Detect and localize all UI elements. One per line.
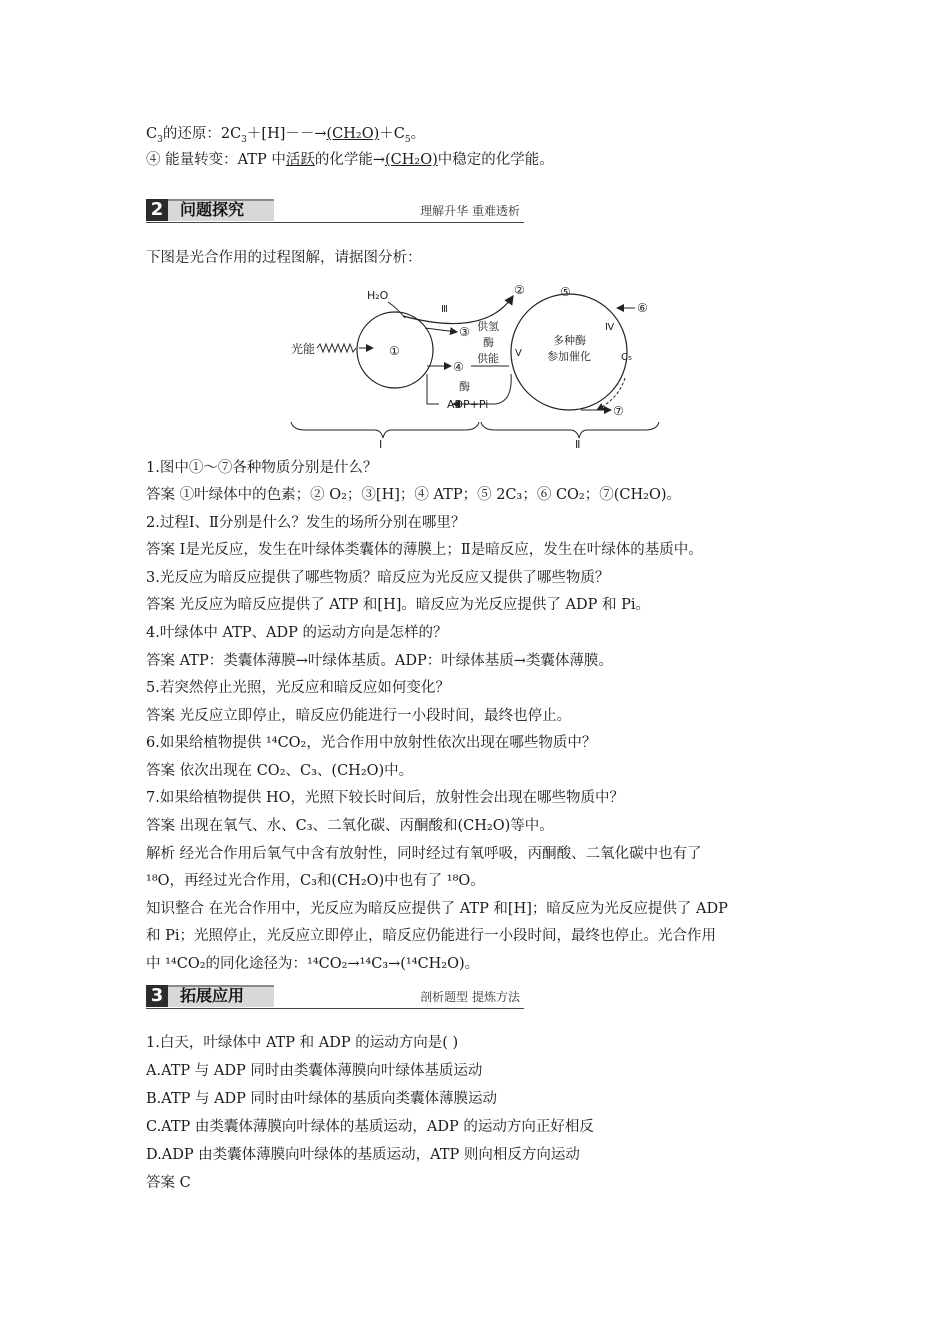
question-7: 7.如果给植物提供 HO，光照下较长时间后，放射性会出现在哪些物质中？ bbox=[146, 790, 624, 806]
answer-4: 答案 ATP：类囊体薄膜→叶绿体基质。ADP：叶绿体基质→类囊体薄膜。 bbox=[146, 653, 613, 669]
analysis-line-1: 解析 经光合作用后氧气中含有放射性，同时经过有氧呼吸，丙酮酸、二氧化碳中也有了 bbox=[146, 846, 702, 862]
energy-conversion-line bbox=[146, 150, 554, 170]
text: C bbox=[146, 126, 158, 142]
subscript: 5 bbox=[404, 134, 411, 145]
section-header-2 bbox=[146, 199, 524, 225]
analysis-line-2: ¹⁸O，再经过光合作用，C₃和(CH₂O)中也有了 ¹⁸O。 bbox=[146, 873, 485, 889]
label-2: ② bbox=[514, 283, 525, 297]
catalysis-label: 参加催化 bbox=[547, 350, 591, 363]
answer-6: 答案 依次出现在 CO₂、C₃、(CH₂O)中。 bbox=[146, 763, 414, 779]
text: 。 bbox=[410, 126, 426, 142]
label-roman-3: Ⅲ bbox=[441, 304, 448, 315]
label-7: ⑦ bbox=[613, 404, 624, 418]
enzymes-label: 多种酶 bbox=[553, 334, 586, 347]
underlined-text: (CH₂O) bbox=[326, 126, 380, 142]
question-1: 1.图中①～⑦各种物质分别是什么？ bbox=[146, 460, 378, 476]
answer-7: 答案 出现在氧气、水、C₃、二氧化碳、丙酮酸和(CH₂O)等中。 bbox=[146, 818, 554, 834]
light-label: 光能 bbox=[291, 342, 316, 356]
label-roman-2: Ⅱ bbox=[575, 438, 581, 448]
underlined-text: (CH₂O) bbox=[384, 152, 438, 168]
mc-answer: 答案 C bbox=[146, 1175, 191, 1191]
supply-hydrogen-label: 供氢 bbox=[477, 320, 499, 333]
answer-3: 答案 光反应为暗反应提供了 ATP 和[H]。暗反应为光反应提供了 ADP 和 Pi。 bbox=[146, 597, 650, 613]
section-number: 2 bbox=[146, 199, 168, 221]
supply-energy-label: 供能 bbox=[477, 352, 499, 365]
text: 中稳定的化学能。 bbox=[437, 152, 554, 168]
section-subtitle: 剖析题型 提炼方法 bbox=[420, 990, 520, 1004]
question-5: 5.若突然停止光照，光反应和暗反应如何变化？ bbox=[146, 680, 450, 696]
text: ＋[H]－－→ bbox=[246, 126, 327, 142]
intro-text: 下图是光合作用的过程图解，请据图分析： bbox=[146, 250, 422, 266]
label-1: ① bbox=[389, 344, 400, 358]
label-roman-5: Ⅴ bbox=[515, 348, 522, 359]
h-arrow bbox=[425, 328, 457, 332]
subscript: 3 bbox=[157, 134, 163, 145]
adp-left-line bbox=[427, 374, 439, 404]
section-header-3 bbox=[146, 985, 524, 1011]
answer-5: 答案 光反应立即停止，暗反应仍能进行一小段时间，最终也停止。 bbox=[146, 708, 572, 724]
adp-pi-label: ADP+Pi bbox=[447, 398, 489, 411]
question-4: 4.叶绿体中 ATP、ADP 的运动方向是怎样的？ bbox=[146, 625, 448, 641]
option-d: D.ADP 由类囊体薄膜向叶绿体的基质运动，ATP 则向相反方向运动 bbox=[146, 1147, 580, 1163]
header-rule bbox=[146, 1008, 524, 1009]
c5-label: C₅ bbox=[621, 352, 632, 363]
text: ④ 能量转变：ATP 中 bbox=[146, 152, 286, 168]
h2o-arrow bbox=[388, 302, 405, 318]
photosynthesis-diagram bbox=[285, 278, 665, 448]
brace-2 bbox=[481, 422, 659, 438]
c3-reduction-line bbox=[146, 124, 425, 144]
section-title: 问题探究 bbox=[180, 200, 245, 219]
label-5: ⑤ bbox=[560, 285, 571, 299]
label-3: ③ bbox=[459, 325, 470, 339]
light-wave bbox=[317, 344, 356, 352]
summary-line-2: 和 Pi；光照停止，光反应立即停止，暗反应仍能进行一小段时间，最终也停止。光合作用 bbox=[146, 928, 716, 944]
option-c: C.ATP 由类囊体薄膜向叶绿体的基质运动，ADP 的运动方向正好相反 bbox=[146, 1119, 594, 1135]
option-a: A.ATP 与 ADP 同时由类囊体薄膜向叶绿体基质运动 bbox=[146, 1063, 483, 1079]
label-roman-1: Ⅰ bbox=[379, 438, 383, 448]
text: 的化学能→ bbox=[314, 152, 385, 168]
question-3: 3.光反应为暗反应提供了哪些物质？暗反应为光反应又提供了哪些物质？ bbox=[146, 570, 610, 586]
enzyme-label-1: 酶 bbox=[483, 336, 494, 349]
underlined-text: 活跃 bbox=[285, 152, 315, 168]
label-roman-4: Ⅳ bbox=[605, 322, 615, 333]
text: ＋C bbox=[379, 126, 405, 142]
header-rule bbox=[146, 222, 524, 223]
text: 的还原：2C bbox=[162, 126, 242, 142]
answer-2: 答案 Ⅰ是光反应，发生在叶绿体类囊体的薄膜上；Ⅱ是暗反应，发生在叶绿体的基质中。 bbox=[146, 542, 703, 558]
answer-1: 答案 ①叶绿体中的色素；② O₂；③[H]；④ ATP；⑤ 2C₃；⑥ CO₂；⑦(CH₂O)。 bbox=[146, 487, 681, 503]
brace-1 bbox=[291, 422, 479, 438]
mc-question-stem: 1.白天，叶绿体中 ATP 和 ADP 的运动方向是( ) bbox=[146, 1035, 459, 1051]
section-number: 3 bbox=[146, 985, 168, 1007]
summary-line-1: 知识整合 在光合作用中，光反应为暗反应提供了 ATP 和[H]；暗反应为光反应提供了 ADP bbox=[146, 901, 728, 917]
subscript: 3 bbox=[241, 134, 247, 145]
option-b: B.ATP 与 ADP 同时由叶绿体的基质向类囊体薄膜运动 bbox=[146, 1091, 498, 1107]
label-4: ④ bbox=[453, 360, 464, 374]
question-2: 2.过程Ⅰ、Ⅱ分别是什么？发生的场所分别在哪里？ bbox=[146, 515, 466, 531]
summary-line-3: 中 ¹⁴CO₂的同化途径为：¹⁴CO₂→¹⁴C₃→(¹⁴CH₂O)。 bbox=[146, 956, 480, 972]
question-6: 6.如果给植物提供 ¹⁴CO₂，光合作用中放射性依次出现在哪些物质中？ bbox=[146, 735, 597, 751]
h2o-label: H₂O bbox=[367, 289, 389, 302]
section-subtitle: 理解升华 重难透析 bbox=[420, 204, 520, 218]
section-title: 拓展应用 bbox=[180, 986, 245, 1005]
enzyme-label-2: 酶 bbox=[459, 380, 470, 393]
label-6: ⑥ bbox=[637, 301, 648, 315]
